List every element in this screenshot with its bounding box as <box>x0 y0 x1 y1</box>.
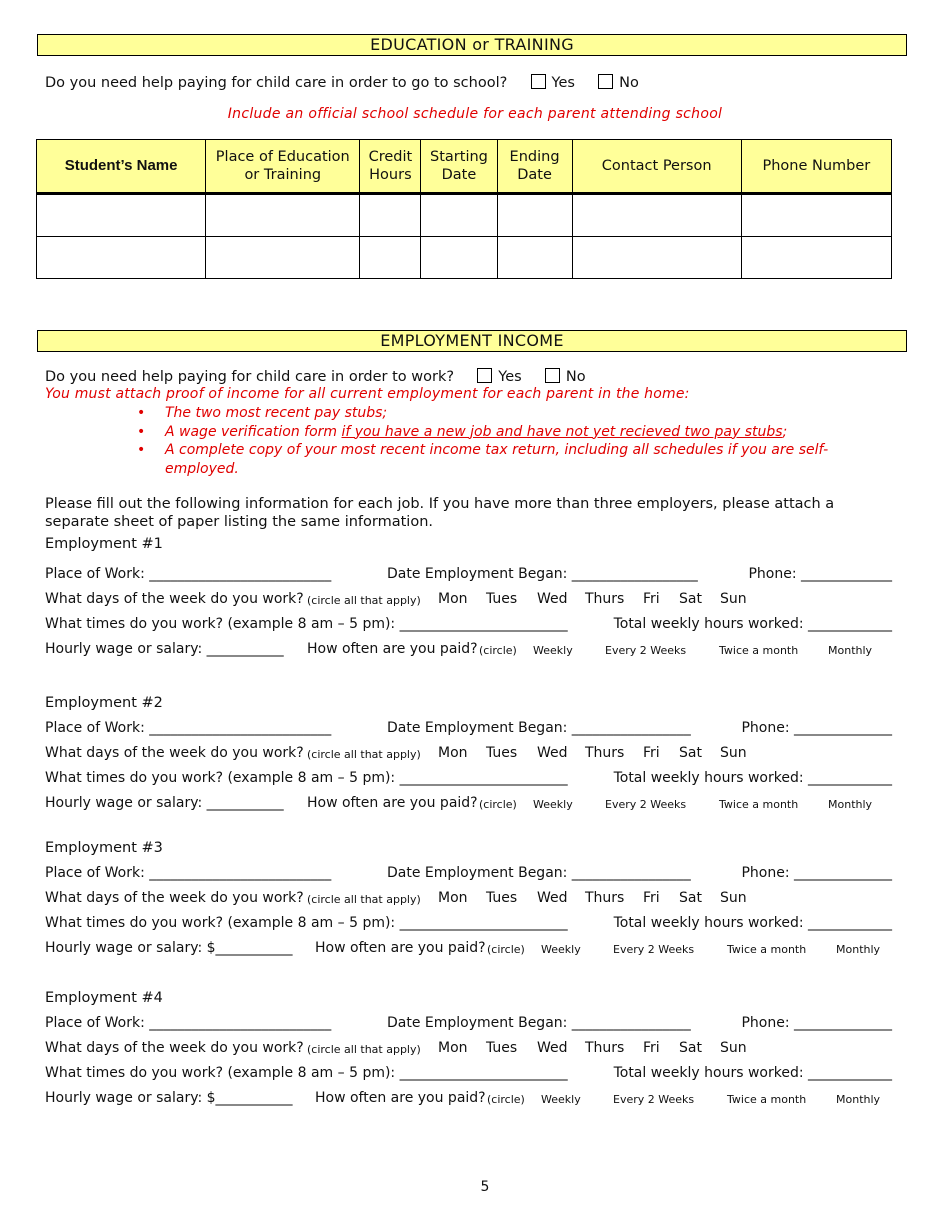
days-hint: (circle all that apply) <box>307 594 421 607</box>
education-table <box>36 139 892 279</box>
proof-list <box>137 404 877 478</box>
cell-contact-person[interactable] <box>572 194 741 237</box>
weekly-hours-field[interactable]: Total weekly hours worked: ____________ <box>613 915 892 931</box>
day-option[interactable]: Tues <box>486 745 518 761</box>
cell-credit-hours[interactable] <box>360 194 421 237</box>
cell-place-of-education[interactable] <box>206 237 360 279</box>
pay-frequency-option[interactable]: Twice a month <box>719 798 799 811</box>
pay-frequency-option[interactable]: Twice a month <box>727 1093 807 1106</box>
page-number: 5 <box>480 1179 490 1195</box>
pay-frequency-option[interactable]: Monthly <box>836 943 881 956</box>
day-option[interactable]: Wed <box>537 745 568 761</box>
work-times-field[interactable]: What times do you work? (example 8 am – 5 pm): ________________________ <box>45 915 568 931</box>
col-starting-date: Starting Date <box>421 140 497 194</box>
wage-field[interactable]: Hourly wage or salary: ___________ <box>45 641 284 657</box>
school-yes-label: Yes <box>551 75 575 91</box>
day-option[interactable]: Thurs <box>585 745 625 761</box>
school-question-row <box>45 74 639 91</box>
job-title: Employment #3 <box>45 840 163 856</box>
cell-ending-date[interactable] <box>497 194 572 237</box>
job-title: Employment #4 <box>45 990 163 1006</box>
school-yes-checkbox[interactable] <box>531 74 546 89</box>
cell-phone-number[interactable] <box>741 237 891 279</box>
day-option[interactable]: Tues <box>486 1040 518 1056</box>
weekly-hours-field[interactable]: Total weekly hours worked: ____________ <box>613 770 892 786</box>
cell-phone-number[interactable] <box>741 194 891 237</box>
place-of-work-field[interactable]: Place of Work: __________________________ <box>45 1015 332 1031</box>
days-hint: (circle all that apply) <box>307 1043 421 1056</box>
day-option[interactable]: Sun <box>720 890 747 906</box>
days-question: What days of the week do you work? <box>45 745 304 761</box>
circle-hint: (circle) <box>487 1093 525 1106</box>
employment-banner: EMPLOYMENT INCOME <box>37 330 907 352</box>
place-of-work-field[interactable]: Place of Work: __________________________ <box>45 865 332 881</box>
weekly-hours-field[interactable]: Total weekly hours worked: ____________ <box>613 1065 892 1081</box>
school-no-checkbox[interactable] <box>598 74 613 89</box>
education-table-header <box>37 140 892 194</box>
day-option[interactable]: Sun <box>720 1040 747 1056</box>
work-times-field[interactable]: What times do you work? (example 8 am – 5 pm): ________________________ <box>45 1065 568 1081</box>
pay-frequency-option[interactable]: Twice a month <box>719 644 799 657</box>
day-option[interactable]: Thurs <box>585 890 625 906</box>
day-option[interactable]: Sat <box>679 1040 702 1056</box>
days-hint: (circle all that apply) <box>307 748 421 761</box>
cell-credit-hours[interactable] <box>360 237 421 279</box>
bullet-wage-form-condition: if you have a new job and have not yet recieved two pay stubs <box>341 423 783 440</box>
date-began-field[interactable]: Date Employment Began: __________________ <box>387 566 698 582</box>
day-option[interactable]: Mon <box>438 591 468 607</box>
day-option[interactable]: Wed <box>537 1040 568 1056</box>
schedule-note: Include an official school schedule for each parent attending school <box>227 106 723 122</box>
work-no-checkbox[interactable] <box>545 368 560 383</box>
day-option[interactable]: Fri <box>643 591 660 607</box>
date-began-field[interactable]: Date Employment Began: _________________ <box>387 1015 691 1031</box>
bullet-wage-form: A wage verification form <box>165 423 342 440</box>
day-option[interactable]: Sun <box>720 745 747 761</box>
work-times-field[interactable]: What times do you work? (example 8 am – 5 pm): ________________________ <box>45 770 568 786</box>
days-question: What days of the week do you work? <box>45 890 304 906</box>
work-question-row <box>45 368 586 385</box>
school-no-label: No <box>619 75 639 91</box>
bullet-pay-stubs: The two most recent pay stubs; <box>165 405 388 421</box>
col-contact-person: Contact Person <box>572 140 741 194</box>
day-option[interactable]: Thurs <box>585 591 625 607</box>
day-option[interactable]: Sun <box>720 591 747 607</box>
pay-frequency-option[interactable]: Weekly <box>541 1093 581 1106</box>
cell-starting-date[interactable] <box>421 237 497 279</box>
list-item: • A wage verification form if you have a new job and have not yet recieved two pay stubs; <box>137 423 788 440</box>
weekly-hours-field[interactable]: Total weekly hours worked: ____________ <box>613 616 892 632</box>
col-phone-number: Phone Number <box>741 140 891 194</box>
day-option[interactable]: Mon <box>438 1040 468 1056</box>
pay-frequency-option[interactable]: Weekly <box>533 798 573 811</box>
school-question: Do you need help paying for child care in order to go to school? <box>45 75 508 91</box>
pay-frequency-option[interactable]: Every 2 Weeks <box>605 644 687 657</box>
day-option[interactable]: Tues <box>486 890 518 906</box>
pay-frequency-option[interactable]: Every 2 Weeks <box>605 798 687 811</box>
pay-frequency-option[interactable]: Monthly <box>828 644 873 657</box>
pay-frequency-option[interactable]: Twice a month <box>727 943 807 956</box>
day-option[interactable]: Sat <box>679 890 702 906</box>
col-ending-date: Ending Date <box>497 140 572 194</box>
pay-frequency-question: How often are you paid? <box>307 795 478 811</box>
cell-place-of-education[interactable] <box>206 194 360 237</box>
day-option[interactable]: Thurs <box>585 1040 625 1056</box>
job-title: Employment #2 <box>45 695 163 711</box>
bullet-tax-return: A complete copy of your most recent income tax return, including all schedules if you are self- <box>165 442 829 458</box>
pay-frequency-question: How often are you paid? <box>315 940 486 956</box>
pay-frequency-option[interactable]: Monthly <box>828 798 873 811</box>
work-yes-label: Yes <box>498 369 522 385</box>
place-of-work-field[interactable]: Place of Work: __________________________ <box>45 720 332 736</box>
job-phone-field[interactable]: Phone: _____________ <box>748 566 892 582</box>
day-option[interactable]: Fri <box>643 1040 660 1056</box>
days-question: What days of the week do you work? <box>45 1040 304 1056</box>
place-of-work-field[interactable]: Place of Work: __________________________ <box>45 566 332 582</box>
proof-note: You must attach proof of income for all current employment for each parent in the home: <box>45 386 690 402</box>
wage-field[interactable]: Hourly wage or salary: ___________ <box>45 795 284 811</box>
pay-frequency-option[interactable]: Weekly <box>541 943 581 956</box>
cell-starting-date[interactable] <box>421 194 497 237</box>
day-option[interactable]: Wed <box>537 591 568 607</box>
pay-frequency-question: How often are you paid? <box>315 1090 486 1106</box>
cell-contact-person[interactable] <box>572 237 741 279</box>
date-began-field[interactable]: Date Employment Began: _________________ <box>387 865 691 881</box>
days-hint: (circle all that apply) <box>307 893 421 906</box>
day-option[interactable]: Sat <box>679 591 702 607</box>
table-row <box>37 237 892 279</box>
day-option[interactable]: Sat <box>679 745 702 761</box>
education-banner: EDUCATION or TRAINING <box>37 34 907 56</box>
bullet-tax-return-cont: employed. <box>165 460 239 477</box>
day-option[interactable]: Fri <box>643 745 660 761</box>
job-phone-field[interactable]: Phone: ______________ <box>741 720 892 736</box>
cell-ending-date[interactable] <box>497 237 572 279</box>
days-question: What days of the week do you work? <box>45 591 304 607</box>
wage-field[interactable]: Hourly wage or salary: $___________ <box>45 940 293 956</box>
job-title: Employment #1 <box>45 536 163 552</box>
day-option[interactable]: Tues <box>486 591 518 607</box>
circle-hint: (circle) <box>479 798 517 811</box>
cell-students-name[interactable] <box>37 194 206 237</box>
day-option[interactable]: Wed <box>537 890 568 906</box>
pay-frequency-option[interactable]: Weekly <box>533 644 573 657</box>
wage-field[interactable]: Hourly wage or salary: $___________ <box>45 1090 293 1106</box>
pay-frequency-option[interactable]: Monthly <box>836 1093 881 1106</box>
date-began-field[interactable]: Date Employment Began: _________________ <box>387 720 691 736</box>
list-item: • The two most recent pay stubs; <box>137 405 388 421</box>
instructions-line-1: Please fill out the following information for each job. If you have more than three employers, please attach a <box>45 496 835 512</box>
table-row <box>37 194 892 237</box>
work-times-field[interactable]: What times do you work? (example 8 am – 5 pm): ________________________ <box>45 616 568 632</box>
pay-frequency-question: How often are you paid? <box>307 641 478 657</box>
pay-frequency-option[interactable]: Every 2 Weeks <box>613 943 695 956</box>
work-no-label: No <box>565 369 586 385</box>
col-students-name: Student’s Name <box>37 140 206 194</box>
cell-students-name[interactable] <box>37 237 206 279</box>
col-credit-hours: Credit Hours <box>360 140 421 194</box>
work-question: Do you need help paying for child care in order to work? <box>45 369 455 385</box>
day-option[interactable]: Fri <box>643 890 660 906</box>
day-option[interactable]: Mon <box>438 890 468 906</box>
instructions-line-2: separate sheet of paper listing the same information. <box>45 514 434 530</box>
job-phone-field[interactable]: Phone: ______________ <box>741 865 892 881</box>
job-phone-field[interactable]: Phone: ______________ <box>741 1015 892 1031</box>
work-yes-checkbox[interactable] <box>477 368 492 383</box>
pay-frequency-option[interactable]: Every 2 Weeks <box>613 1093 695 1106</box>
col-place-of-education: Place of Education or Training <box>206 140 360 194</box>
bullet-wage-form-end: ; <box>782 423 788 440</box>
list-item: • A complete copy of your most recent income tax return, including all schedules if you are self- employed. <box>137 442 829 477</box>
circle-hint: (circle) <box>487 943 525 956</box>
day-option[interactable]: Mon <box>438 745 468 761</box>
circle-hint: (circle) <box>479 644 517 657</box>
